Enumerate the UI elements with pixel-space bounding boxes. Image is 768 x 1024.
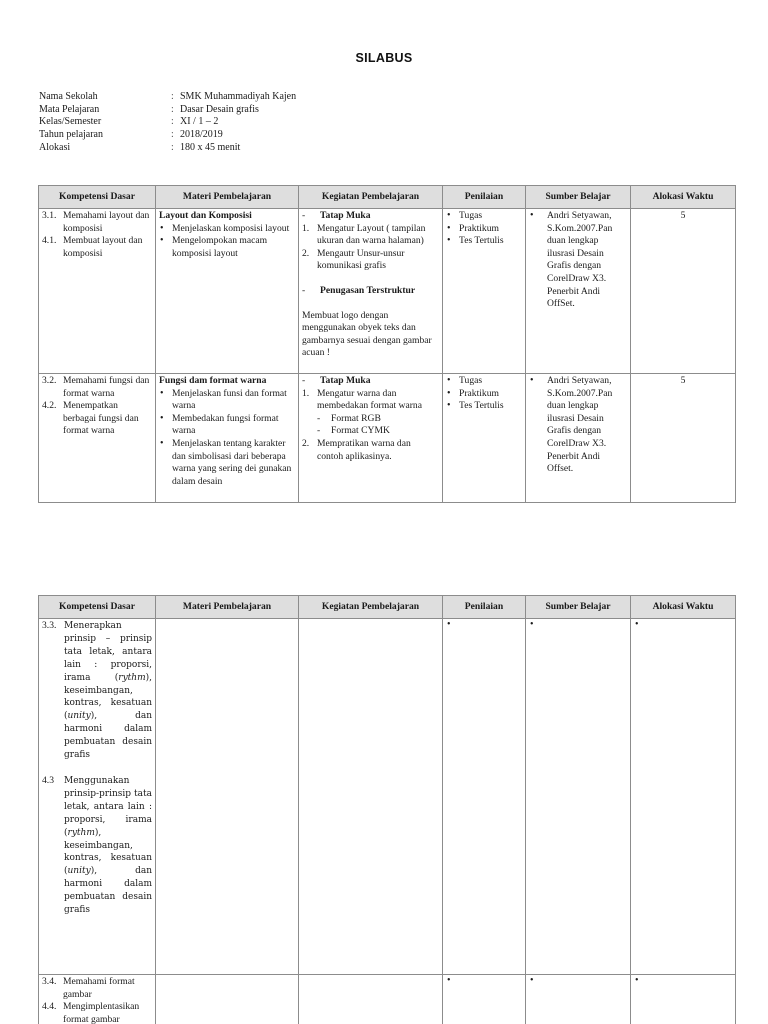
header-materi: Materi Pembelajaran — [156, 596, 299, 619]
cell-materi — [156, 619, 299, 975]
penilaian-item: • Praktikum — [446, 388, 522, 401]
info-colon: : — [171, 129, 174, 141]
kd-number: 3.3. — [42, 620, 57, 631]
header-alokasi: Alokasi Waktu — [631, 596, 736, 619]
kd-number: 3.2. — [42, 375, 57, 386]
heading-text: Tatap Muka — [320, 375, 371, 386]
cell-kd — [39, 975, 156, 1024]
kd-item — [42, 400, 152, 438]
step-text: Mempratikan warna dan contoh aplikasinya. — [317, 437, 411, 462]
kegiatan-note: Membuat logo dengan menggunakan obyek teks dan gambarnya sesuai dengan gambar acuan ! — [302, 309, 432, 359]
header-penilaian: Penilaian — [443, 186, 526, 209]
header-kegiatan: Kegiatan Pembelajaran — [299, 596, 443, 619]
cell-alokasi: 5 — [631, 209, 736, 374]
cell-sumber — [526, 975, 631, 1024]
materi-item: • Menjelaskan komposisi layout — [159, 223, 295, 236]
document-info-block — [39, 91, 296, 154]
kd-item — [42, 976, 152, 1001]
info-value: 2018/2019 — [180, 129, 223, 141]
step-number: 1. — [302, 387, 310, 399]
kd-text-italic: unity — [67, 711, 91, 722]
info-value: 180 x 45 menit — [180, 141, 241, 153]
header-kompetensi-dasar: Kompetensi Dasar — [39, 186, 156, 209]
bullet-icon — [634, 620, 732, 634]
subitem-text: Format CYMK — [331, 425, 390, 437]
kd-text-part: ), keseimbangan, kontras, kesatuan ( — [64, 672, 152, 722]
penilaian-item: • Tugas — [446, 375, 522, 388]
kd-text-italic: rythm — [67, 827, 95, 838]
header-sumber: Sumber Belajar — [526, 596, 631, 619]
kd-text: Membuat layout dan komposisi — [63, 235, 143, 259]
penilaian-item: • Tes Tertulis — [446, 400, 522, 413]
header-sumber: Sumber Belajar — [526, 186, 631, 209]
heading-text: Penugasan Terstruktur — [320, 284, 416, 296]
cell-penilaian — [443, 209, 526, 374]
kd-text: Mengimplentasikan format gambar — [63, 1001, 140, 1024]
step-text: Mengatur warna dan membedakan format warna — [317, 387, 422, 412]
kegiatan-step — [302, 388, 439, 413]
header-penilaian: Penilaian — [443, 596, 526, 619]
cell-kegiatan — [299, 209, 443, 374]
step-number: 1. — [302, 222, 310, 234]
cell-alokasi — [631, 619, 736, 975]
kd-text-part: ), dan harmoni dalam pembuatan desain grafis — [64, 866, 152, 916]
kd-text-part: Menerapkan prinsip – prinsip tata letak, antara lain : proporsi, irama ( — [64, 621, 152, 683]
penilaian-item: • Tugas — [446, 210, 522, 223]
cell-materi — [156, 374, 299, 503]
kd-text: Memahami fungsi dan format warna — [63, 375, 150, 399]
header-kegiatan: Kegiatan Pembelajaran — [299, 186, 443, 209]
table-header-row — [39, 186, 736, 209]
kegiatan-heading — [302, 210, 439, 223]
kd-text-part: Menggunakan prinsip-prinsip tata letak, antara lain : proporsi, irama ( — [64, 775, 152, 838]
info-value: XI / 1 – 2 — [180, 116, 219, 128]
step-number: 2. — [302, 437, 310, 449]
info-row-subject — [39, 104, 296, 117]
dash-marker: - — [302, 210, 306, 221]
kd-number: 4.1. — [42, 235, 57, 247]
table-header-row — [39, 596, 736, 619]
kd-text: Memahami format gambar — [63, 976, 135, 1000]
kd-text-part: ), dan harmoni dalam pembuatan desain grafis — [64, 711, 152, 761]
materi-item: • Menjelaskan funsi dan format warna — [159, 388, 295, 413]
sumber-item: • Andri Setyawan, S.Kom.2007.Pan duan lengkap ilusrasi Desain Grafis dengan CorelDraw X3. Penerbit Andi Offset. — [529, 375, 627, 476]
header-materi: Materi Pembelajaran — [156, 186, 299, 209]
kd-item — [42, 375, 152, 400]
bullet-icon — [446, 976, 522, 990]
info-row-class — [39, 116, 296, 129]
cell-penilaian — [443, 975, 526, 1024]
info-row-allocation — [39, 142, 296, 155]
kegiatan-subitem — [302, 413, 439, 426]
dash-marker: - — [302, 284, 306, 296]
dash-marker: - — [317, 412, 321, 424]
kd-text: Memahami layout dan komposisi — [63, 210, 150, 234]
kd-text-italic: unity — [67, 866, 91, 877]
materi-title: Layout dan Komposisi — [159, 210, 252, 221]
kd-item — [42, 235, 152, 260]
kd-item — [42, 210, 152, 235]
penilaian-item: • Praktikum — [446, 223, 522, 236]
kd-text-italic: rythm — [118, 672, 146, 683]
cell-sumber — [526, 209, 631, 374]
kd-number: 4.4. — [42, 1001, 57, 1013]
dash-marker: - — [317, 425, 321, 437]
header-kompetensi-dasar: Kompetensi Dasar — [39, 596, 156, 619]
sumber-item: • Andri Setyawan, S.Kom.2007.Pan duan lengkap ilusrasi Desain Grafis dengan CorelDraw X3. Penerbit Andi OffSet. — [529, 210, 627, 311]
info-colon: : — [171, 91, 174, 102]
info-row-school — [39, 91, 296, 104]
dash-marker: - — [302, 375, 306, 386]
kegiatan-step — [302, 438, 439, 463]
bullet-icon — [529, 976, 627, 990]
table-row — [39, 374, 736, 503]
cell-kegiatan — [299, 619, 443, 975]
info-label: Tahun pelajaran — [39, 129, 103, 141]
cell-sumber — [526, 374, 631, 503]
header-alokasi: Alokasi Waktu — [631, 186, 736, 209]
cell-sumber — [526, 619, 631, 975]
info-label: Mata Pelajaran — [39, 103, 100, 115]
kegiatan-heading — [302, 375, 439, 388]
heading-text: Tatap Muka — [320, 210, 371, 221]
kegiatan-step — [302, 223, 439, 248]
kd-number: 4.3 — [42, 774, 54, 786]
syllabus-table-1 — [38, 185, 736, 503]
materi-item: • Mengelompokan macam komposisi layout — [159, 235, 295, 260]
kegiatan-heading — [302, 285, 439, 298]
info-label: Kelas/Semester — [39, 116, 102, 128]
kd-item-4-3 — [42, 775, 152, 917]
bullet-icon — [529, 620, 627, 634]
info-value: SMK Muhammadiyah Kajen — [180, 91, 297, 102]
document-title: SILABUS — [355, 51, 413, 65]
info-colon: : — [171, 103, 174, 115]
kd-text: Menempatkan berbagai fungsi dan format warna — [63, 400, 139, 437]
cell-kd — [39, 209, 156, 374]
table-row — [39, 975, 736, 1024]
step-number: 2. — [302, 247, 310, 259]
table-row — [39, 209, 736, 374]
kd-number: 3.1. — [42, 210, 57, 221]
cell-materi — [156, 975, 299, 1024]
cell-materi — [156, 209, 299, 374]
materi-item: • Membedakan fungsi format warna — [159, 413, 295, 438]
cell-kegiatan — [299, 374, 443, 503]
subitem-text: Format RGB — [331, 412, 381, 424]
step-text: Mengatur Layout ( tampilan ukuran dan warna halaman) — [317, 222, 426, 247]
info-label: Nama Sekolah — [39, 91, 98, 102]
kd-number: 3.4. — [42, 976, 57, 987]
info-value: Dasar Desain grafis — [180, 103, 259, 115]
kd-item-3-3 — [42, 620, 152, 762]
table-row — [39, 619, 736, 975]
penilaian-item: • Tes Tertulis — [446, 235, 522, 248]
materi-title: Fungsi dam format warna — [159, 375, 267, 386]
info-label: Alokasi — [39, 141, 71, 153]
cell-alokasi — [631, 975, 736, 1024]
bullet-icon — [446, 620, 522, 634]
bullet-icon — [634, 976, 732, 990]
kd-item — [42, 1001, 152, 1024]
cell-alokasi: 5 — [631, 374, 736, 503]
step-text: Mengautr Unsur-unsur komunikasi grafis — [317, 247, 405, 272]
syllabus-table-2 — [38, 595, 736, 1024]
cell-kd — [39, 619, 156, 975]
info-row-year — [39, 129, 296, 142]
kd-text — [64, 620, 152, 762]
cell-kegiatan — [299, 975, 443, 1024]
kegiatan-subitem — [302, 425, 439, 438]
kd-text — [64, 775, 152, 917]
cell-penilaian — [443, 374, 526, 503]
info-colon: : — [171, 116, 174, 128]
materi-item: • Menjelaskan tentang karakter dan simbolisasi dari beberapa warna yang sering dei gunakan dalam desain — [159, 438, 295, 488]
cell-penilaian — [443, 619, 526, 975]
cell-kd — [39, 374, 156, 503]
info-colon: : — [171, 141, 174, 153]
kd-text-part: ), keseimbangan, kontras, kesatuan ( — [64, 827, 152, 877]
kd-number: 4.2. — [42, 400, 57, 412]
kegiatan-step — [302, 248, 439, 273]
